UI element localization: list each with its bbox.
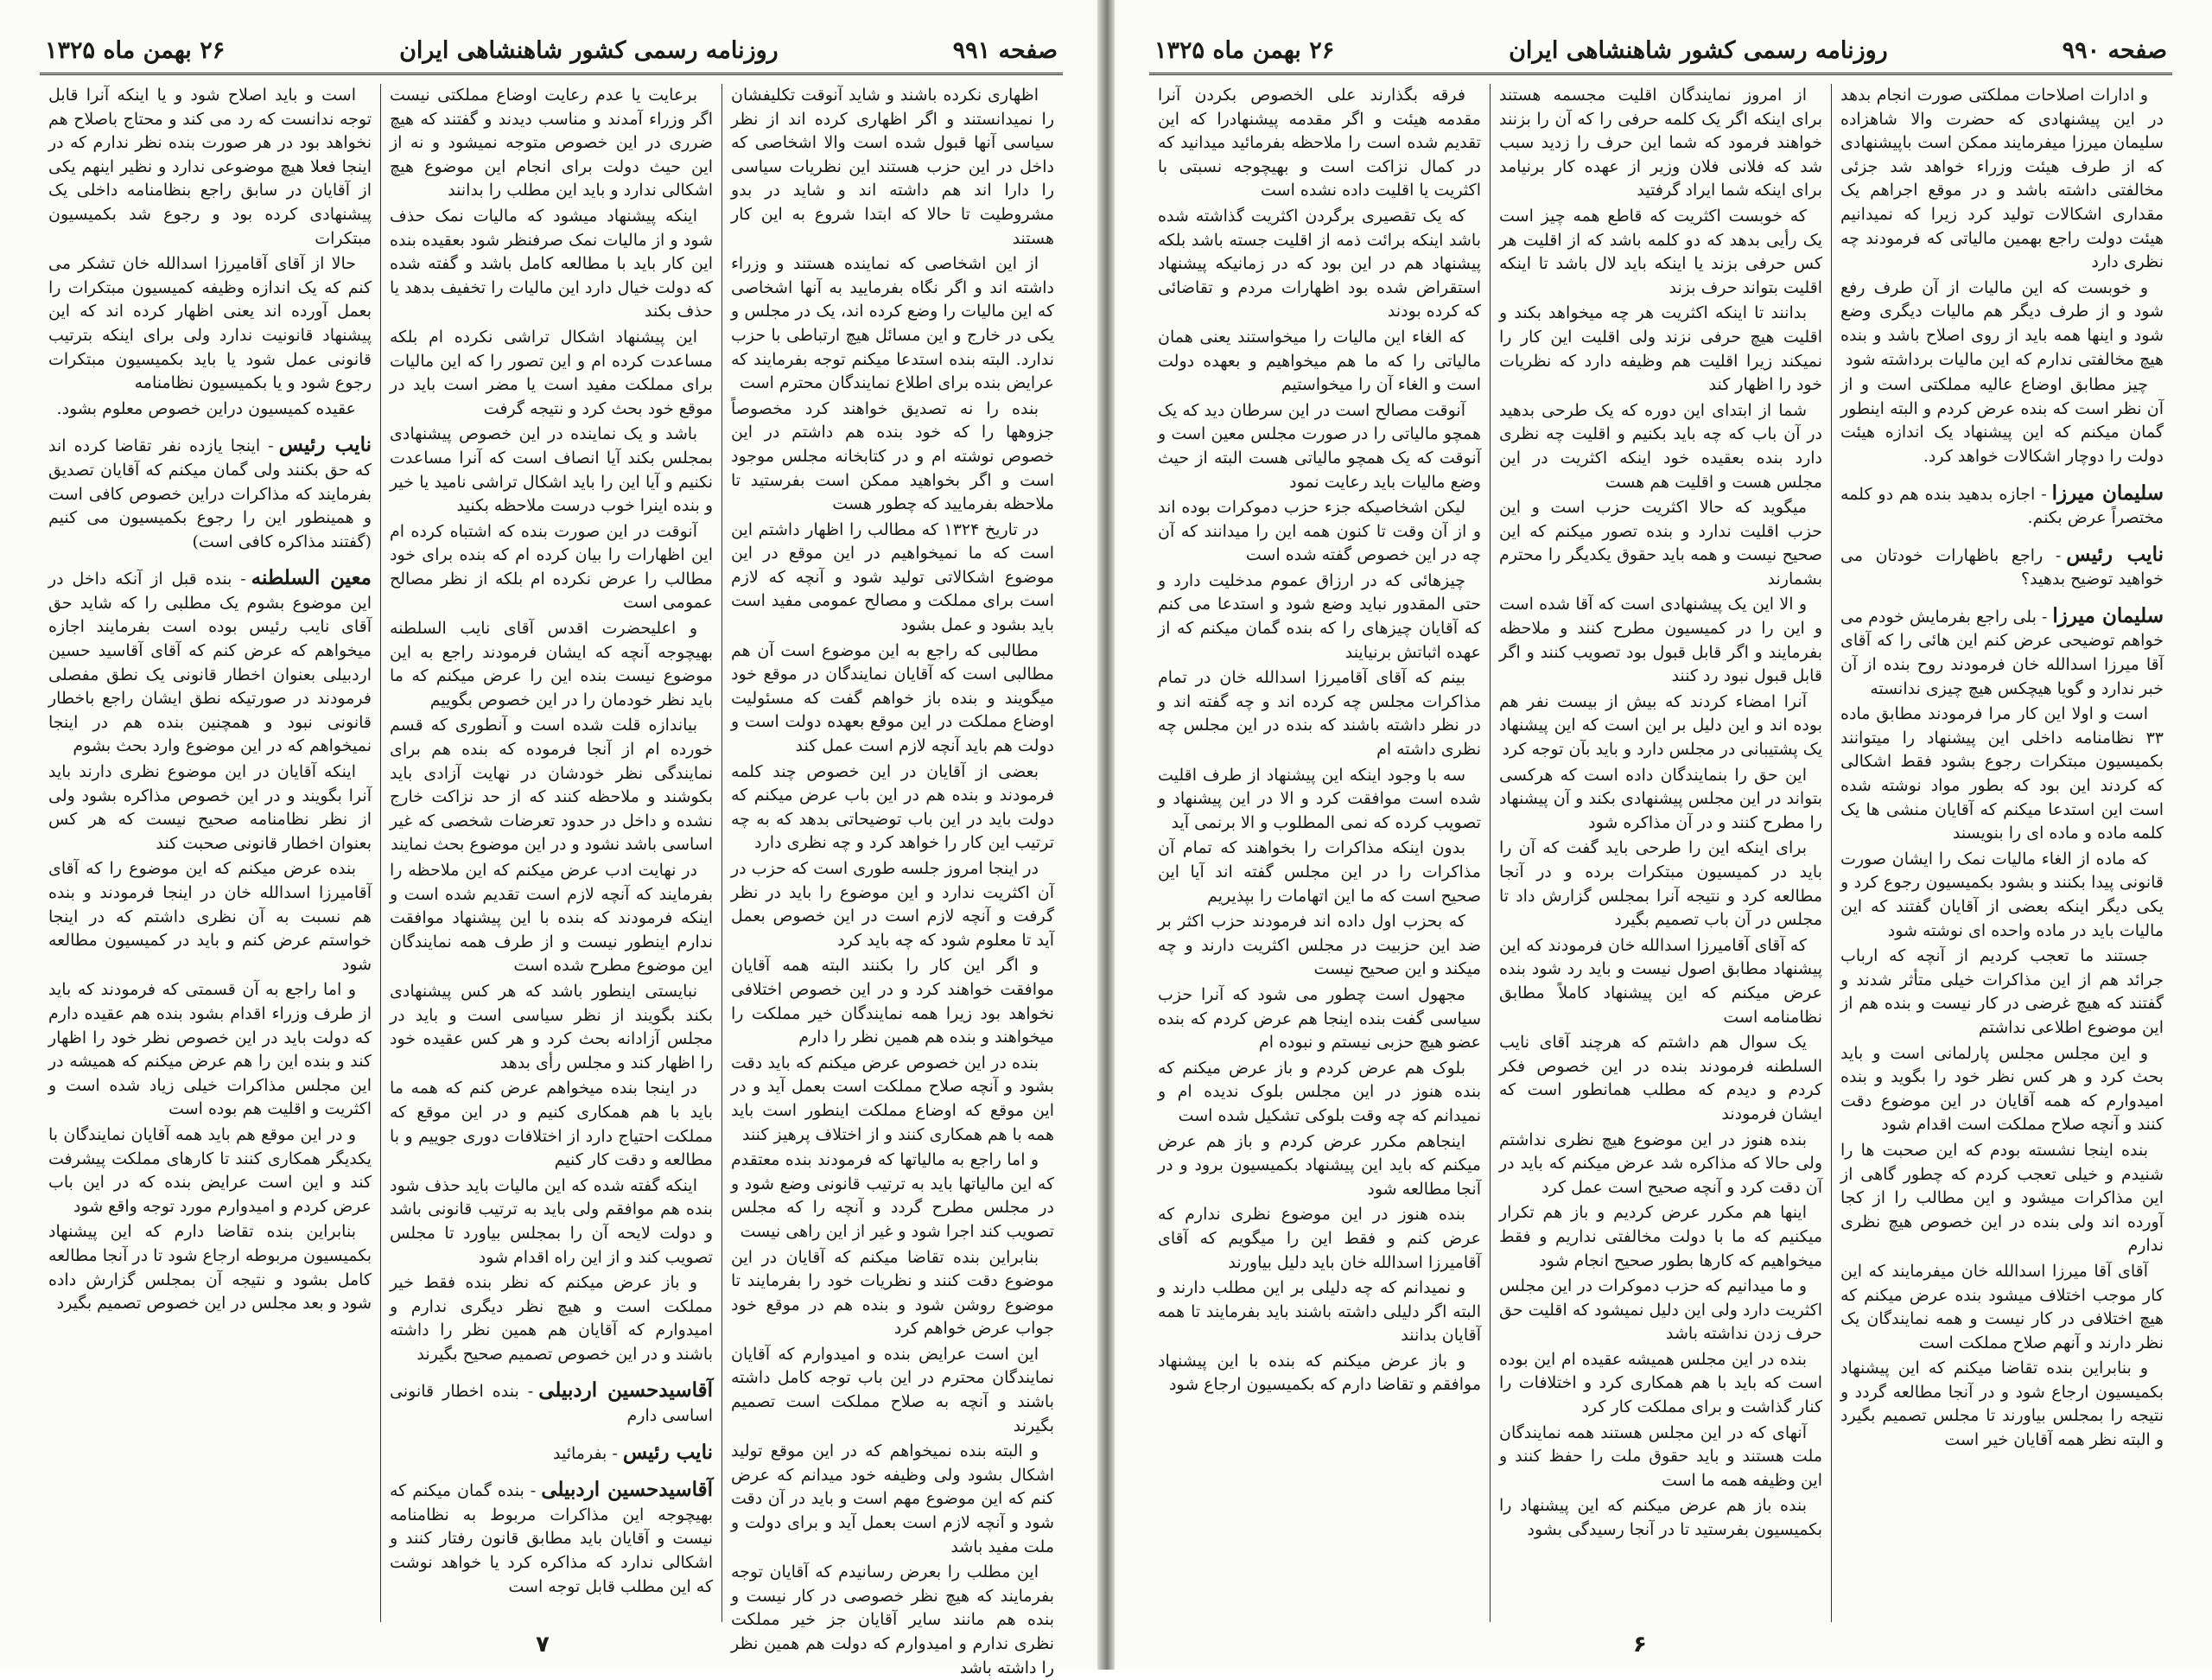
paragraph: بنده را نه تصدیق خواهند کرد مخصوصاً جزوهها را که خود بنده هم داشتم در این خصوص نوشته ام و در کتابخانه مجلس موجود است و اگر بخواهید ممکن است بفرستید تا ملاحظه بفرمایید که چطور هست — [731, 398, 1054, 514]
speaker-text: - اینجا یازده نفر تقاضا کرده اند که حق بکنند ولی گمان میکنم که آقایان تصدیق بفرمایند که مذاکرات دراین خصوص کافی است و همینطور این را رجوع بکمیسیون می کنیم (گفتند مذاکره کافی است) — [48, 436, 372, 551]
right-page — [1115, 0, 2212, 1670]
text-columns — [1149, 84, 2172, 1622]
paragraph: و ادارات اصلاحات مملکتی صورت انجام بدهد در این پیشنهادی که حضرت والا شاهزاده سلیمان میرزا میفرمایند ممکن است باپیشنهادی که از طرف هیئت وزراء خواهد شد جزئی مخالفتی داشته باشد و در موقع اجراهم یک مقداری اشکالات تولید کرد زیرا که نمیدانیم هیئت دولت راجع بهمین مالیاتی که فرمودند چه نظری دارد — [1840, 86, 2164, 272]
header-page-label: صفحه ۹۹۱ — [952, 37, 1058, 64]
speaker-name: سلیمان میرزا — [2051, 480, 2164, 505]
paragraph: اینجاهم مکرر عرض کردم و باز هم عرض میکنم که باید این پیشنهاد بکمیسیون برود و در آنجا مطالعه شود — [1158, 1131, 1481, 1199]
paragraph: بنابراین بنده تقاضا میکنم که آقایان در این موضوع دقت کنند و نظریات خود را بفرمایند تا موضوع روشن شود و بنده هم در موقع خود جواب عرض خواهم کرد — [731, 1247, 1054, 1339]
paragraph: است و اولا این کار مرا فرمودند مطابق ماده ۳۳ نظامنامه داخلی این پیشنهاد را میتوانند بکمیسیون مبتکرات رجوع بشود فقط اشکالی که کردند این بود که بطور مواد نوشته شده است این استدعا میکنم که آقایان منشی ها یک کلمه ماده و ماده ای را بنویسند — [1840, 704, 2164, 843]
paragraph: برعایت یا عدم رعایت اوضاع مملکتی نیست اگر وزراء آمدند و مناسب دیدند و گفتند که هیچ ضرری در این خصوص متوجه نمیشود و نه از این حیث دولت برای انجام این موضوع هیچ اشکالی ندارد و باید این مطلب را بدانند — [390, 86, 713, 200]
header-title: روزنامه رسمی کشور شاهنشاهی ایران — [399, 37, 779, 64]
header-date: ۲۶ بهمن ماه ۱۳۲۵ — [45, 37, 226, 64]
paragraph: و ما میدانیم که حزب دموکرات در این مجلس اکثریت دارد ولی این دلیل نمیشود که اقلیت حق حرف زدن نداشته باشد — [1499, 1276, 1822, 1344]
text-columns — [40, 84, 1063, 1677]
speaker-text: - بلی راجع بفرمایش خودم می خواهم توضیحی عرض کنم این هائی را که آقای آقا میرزا اسدالله خان فرمودند روح بنده از آن خبر ندارد و گویا هیچکس هیچ چیزی ندانسته — [1840, 607, 2164, 698]
paragraph: در اینجا بنده میخواهم عرض کنم که همه ما باید با هم همکاری کنیم و در این موقع که مملکت احتیاج دارد از اختلافات دوری جوییم و با مطالعه و دقت کار کنیم — [390, 1079, 713, 1170]
paragraph: آنوقت در این صورت بنده که اشتباه کرده ام این اظهارات را بیان کرده ام که بنده برای خود مطالب را عرض نکرده ام بلکه از نظر مصالح عمومی است — [390, 521, 713, 613]
speaker-turn — [1840, 604, 2164, 701]
paragraph: بنده هنوز در این موضوع هیچ نظری نداشتم ولی حالا که مذاکره شد عرض میکنم که باید در آن دقت کرد و آنچه صحیح است عمل کرد — [1499, 1130, 1822, 1197]
paragraph: میگوید که حالا اکثریت حزب است و این حزب اقلیت ندارد و بنده تصور میکنم که این صحیح نیست و همه باید حقوق یکدیگر را محترم بشمارند — [1499, 498, 1822, 589]
page-folio: ۷ — [536, 1632, 550, 1658]
text-column — [40, 84, 381, 1622]
paragraph: و بنابراین بنده تقاضا میکنم که این پیشنهاد بکمیسیون ارجاع شود و در آنجا مطالعه گردد و نتیجه را بمجلس بیاورند تا مجلس تصمیم بگیرد و البته نظر همه آقایان خیر است — [1840, 1359, 2164, 1450]
text-column — [722, 84, 1063, 1677]
paragraph: و الا این یک پیشنهادی است که آقا شده است و این را در کمیسیون مطرح کنند و ملاحظه بفرمایند و اگر قابل قبول بود تصویب کنند و اگر قابل قبول نبود رد کنند — [1499, 595, 1822, 686]
paragraph: از این اشخاصی که نماینده هستند و وزراء داشته اند و اگر نگاه بفرمایید به آنها اشخاصی که این مالیات را وضع کرده اند، یک در مجلس و یکی در خارج و این مسائل هیچ ارتباطی با حزب ندارد. البته بنده استدعا میکنم توجه بفرمایند که عرایض بنده برای اطلاع نمایندگان محترم است — [731, 254, 1054, 393]
text-column — [1149, 84, 1491, 1622]
paragraph: نبایستی اینطور باشد که هر کس پیشنهادی بکند بگویند از نظر سیاسی است و باید در مجلس آزادانه بحث کرد و هر کس عقیده خود را اظهار کند و مجلس رأی بدهد — [390, 981, 713, 1072]
paragraph: حالا از آقای آقامیرزا اسدالله خان تشکر می کنم که یک اندازه وظیفه کمیسیون مبتکرات را بعمل آورده اند یعنی اظهار کرده اند که این پیشنهاد قانونیت ندارد ولی برای اینکه بترتیب قانونی عمل شود یا باید بکمیسیون مبتکرات رجوع شود و یا بکمیسیون نظامنامه — [48, 254, 372, 393]
paragraph: است و باید اصلاح شود و یا اینکه آنرا قابل توجه ندانست که رد می کند و محتاج باصلاح هم نخواهد بود در هر صورت بنده نظر ندارم که در اینجا فعلا هیچ موضوعی ندارد و نظیر اینهم یکی از آقایان در سابق راجع بنظامنامه داخلی یک پیشنهادی کرده بود و رجوع شد بکمیسیون مبتکرات — [48, 86, 372, 248]
paragraph: و باز عرض میکنم که بنده با این پیشنهاد موافقم و تقاضا دارم که بکمیسیون ارجاع شود — [1158, 1351, 1481, 1395]
paragraph: برای اینکه این را طرحی باید گفت که آن را باید در کمیسیون مبتکرات برده و در آنجا مطالعه کرد و نتیجه آنرا بمجلس گزارش داد تا مجلس در آن باب تصمیم بگیرد — [1499, 838, 1822, 930]
speaker-text: - بفرمائید — [553, 1443, 618, 1463]
paragraph: بینم که آقای آقامیرزا اسدالله خان در تمام مذاکرات مجلس چه کرده اند و چه گفته اند و در نظر داشته باشند که بنده در این مجلس چه نظری داشته ام — [1158, 668, 1481, 760]
paragraph: باشد و یک نماینده در این خصوص پیشنهادی بمجلس بکند آیا انصاف است که آنرا مساعدت نکنیم و آیا این را باید اشکال تراشی نامید یا خیر و بنده اینرا خوب درست ملاحظه بکنید — [390, 424, 713, 516]
paragraph: و البته بنده نمیخواهم که در این موقع تولید اشکال بشود ولی وظیفه خود میدانم که عرض کنم که این موضوع مهم است و باید در آن دقت شود و آنچه لازم است بعمل آید و برای دولت و ملت مفید باشد — [731, 1441, 1054, 1556]
paragraph: بیاندازه قلت شده است و آنطوری که قسم خورده ام از آنجا فرموده که بنده هم برای نمایندگی نظر خودشان در نهایت آزادی باید بکوشند و ملاحظه کنند که از حد نزاکت خارج نشده و داخل در حدود تعرضات شخصی که غیر اساسی باشد نشود و در این موضوع بحث نمایند — [390, 716, 713, 855]
speaker-turn — [48, 433, 372, 554]
paragraph: چیز مطابق اوضاع عالیه مملکتی است و از آن نظر است که بنده عرض کردم و البته اینطور گمان میکنم که این پیشنهاد یک اندازه هیئت دولت را دوچار اشکالات خواهد کرد. — [1840, 375, 2164, 466]
paragraph: بنابراین بنده تقاضا دارم که این پیشنهاد بکمیسیون مربوطه ارجاع شود تا در آنجا مطالعه کامل بشود و نتیجه آن بمجلس گزارش داده شود و بعد مجلس در این خصوص تصمیم بگیرد — [48, 1222, 372, 1314]
paragraph: این مطلب را بعرض رسانیدم که آقایان توجه بفرمایند که هیچ نظر خصوصی در کار نیست و بنده هم مانند سایر آقایان جز خیر مملکت نظری ندارم و امیدوارم که دولت هم همین نظر را داشته باشد — [731, 1562, 1054, 1677]
paragraph: در اینجا امروز جلسه طوری است که حزب در آن اکثریت ندارد و این موضوع را باید در نظر گرفت و آنچه لازم است در این خصوص بعمل آید تا معلوم شود که چه باید کرد — [731, 859, 1054, 950]
paragraph: آنهای که در این مجلس هستند همه نمایندگان ملت هستند و باید حقوق ملت را حفظ کنند و این وظیفه همه ما است — [1499, 1422, 1822, 1490]
paragraph: این است عرایض بنده و امیدوارم که آقایان نمایندگان محترم در این باب توجه کامل داشته باشند و آنچه به صلاح مملکت است تصمیم بگیرند — [731, 1344, 1054, 1435]
header-page-label: صفحه ۹۹۰ — [2062, 37, 2167, 64]
header-date: ۲۶ بهمن ماه ۱۳۲۵ — [1154, 37, 1335, 64]
header-title: روزنامه رسمی کشور شاهنشاهی ایران — [1509, 37, 1888, 64]
paragraph: جستند ما تعجب کردیم از آنچه که ارباب جرائد هم از این مذاکرات خیلی متأثر شدند و گفتند که هیچ غرضی در کار نیست و بنده هم از این موضوع اطلاعی نداشتم — [1840, 946, 2164, 1037]
text-column — [381, 84, 722, 1622]
paragraph: بنده در این خصوص عرض میکنم که باید دقت بشود و آنچه صلاح مملکت است بعمل آید و در این موقع که اوضاع مملکت اینطور است باید همه با هم همکاری کنند و از اختلاف پرهیز کنند — [731, 1053, 1054, 1144]
paragraph: اظهاری نکرده باشند و شاید آنوقت تکلیفشان را نمیدانستند و اگر اظهاری کرده اند از نظر سیاسی آنها قبول شده است والا اشخاصی که داخل در این حزب هستند این نظریات سیاسی را دارا اند هم داشته اند و شاید در بدو مشروطیت تا حالا که ابتدا شروع به این کار هستند — [731, 86, 1054, 248]
speaker-turn — [390, 1378, 713, 1428]
paragraph: فرقه بگذارند علی الخصوص بکردن آنرا مقدمه هیئت و اگر مقدمه پیشنهادرا که این تقدیم شده است را ملاحظه بفرمائید میدانید که در کمال نزاکت است و بهیچوجه نسبتی با اکثریت یا اقلیت داده نشده است — [1158, 86, 1481, 200]
speaker-text: - بنده قبل از آنکه داخل در این موضوع بشوم یک مطلبی را که شاید حق آقای نایب رئیس بوده است بفرمایند اجازه میخواهم که عرض کنم که آقای آقاسید حسین اردبیلی بعنوان اخطار قانونی یک نطق مفصلی فرمودند در صورتیکه نطق ایشان راجع باخطار قانونی نبود و همچنین بنده هم در اینجا نمیخواهم که در این موضوع وارد بحث بشوم — [48, 570, 372, 756]
speaker-name: معین السلطنه — [251, 566, 372, 590]
speaker-name: آقاسیدحسین اردبیلی — [541, 1478, 713, 1502]
paragraph: بنده هنوز در این موضوع نظری ندارم که عرض کنم و فقط این را میگویم که آقای آقامیرزا اسدالله خان باید دلیل بیاورند — [1158, 1205, 1481, 1272]
paragraph: سه با وجود اینکه این پیشنهاد از طرف اقلیت شده است موافقت کرد و الا در این پیشنهاد و تصویب کرده که نمی المطلوب و الا برنمی آید — [1158, 765, 1481, 832]
paragraph: این پیشنهاد اشکال تراشی نکرده ام بلکه مساعدت کرده ام و این تصور را که این مالیات برای مملکت مفید است یا مضر است باید در موقع خود بحث کرد و نتیجه گرفت — [390, 327, 713, 418]
paragraph: و اما راجع به مالیاتها که فرمودند بنده معتقدم که این مالیاتها باید به ترتیب قانونی وضع شود و در مجلس مطرح گردد و آنچه را که مجلس تصویب کند اجرا شود و غیر از این راهی نیست — [731, 1150, 1054, 1241]
paragraph: که خوبست اکثریت که قاطع همه چیز است یک رأیی بدهد که دو کلمه باشد که از اقلیت هر کس حرفی بزند یا اینکه باید لال باشد تا اینکه اقلیت بتواند حرف بزند — [1499, 206, 1822, 297]
left-page — [0, 0, 1097, 1677]
paragraph: بدانند تا اینکه اکثریت هر چه میخواهد بکند و اقلیت هیچ حرفی نزند ولی اقلیت این کار را نمیکند زیرا اقلیت هم وظیفه دارد که نظریات خود را اظهار کند — [1499, 303, 1822, 395]
paragraph: اینها هم مکرر عرض کردیم و باز هم تکرار میکنیم که ما با دولت مخالفتی نداریم و فقط میخواهیم که کارها بطور صحیح انجام شود — [1499, 1203, 1822, 1270]
paragraph: و نمیدانم که چه دلیلی بر این مطلب دارند و البته اگر دلیلی داشته باشند باید بفرمایند تا همه آقایان بدانند — [1158, 1278, 1481, 1346]
paragraph: لیکن اشخاصیکه جزء حزب دموکرات بوده اند و از آن وقت تا کنون همه این را میدانند که آن چه در این خصوص گفته شده است — [1158, 498, 1481, 565]
text-column — [1832, 84, 2172, 1622]
speaker-text: - اجازه بدهید بنده هم دو کلمه مختصراً عرض بکنم. — [1840, 484, 2164, 528]
paragraph: که ماده از الغاء مالیات نمک را ایشان صورت قانونی پیدا بکنند و بشود بکمیسیون رجوع کرد و یکی دیگر اینکه بعضی از آقایان گفتند که این مالیات باید در ماده واحده ای نوشته شود — [1840, 849, 2164, 940]
paragraph: در نهایت ادب عرض میکنم که این ملاحظه را بفرمایند که آنچه لازم است تقدیم شده است و اینکه فرمودند که بنده با این پیشنهاد موافقت ندارم اینطور نیست و از طرف همه نمایندگان این موضوع مطرح شده است — [390, 861, 713, 976]
paragraph: بدون اینکه مذاکرات را بخواهند که تمام آن مذاکرات را در این مجلس گفته اند آیا این صحیح است که ما این اتهامات را بپذیریم — [1158, 838, 1481, 906]
speaker-text: - بنده اخطار قانونی اساسی دارم — [390, 1382, 713, 1426]
paragraph: و اعلیحضرت اقدس آقای نایب السلطنه بهیچوجه آنچه که ایشان فرمودند راجع به این موضوع نیست بنده این را عرض میکنم که ما باید نظر خودمان را در این خصوص بگوییم — [390, 619, 713, 710]
paragraph: بعضی از آقایان در این خصوص چند کلمه فرمودند و بنده هم در این باب عرض میکنم که دولت باید در این باب توضیحاتی بدهد که به چه ترتیب این کار را خواهد کرد و چه نظری دارد — [731, 761, 1054, 853]
speaker-turn — [390, 1478, 713, 1599]
speaker-name: نایب رئیس — [278, 433, 372, 457]
paragraph: که آقای آقامیرزا اسدالله خان فرمودند که این پیشنهاد مطابق اصول نیست و باید رد شود بنده عرض میکنم که این پیشنهاد کاملاً مطابق نظامنامه است — [1499, 935, 1822, 1027]
paragraph: اینکه گفته شده که این مالیات باید حذف شود بنده هم موافقم ولی باید به ترتیب قانونی باشد و دولت لایحه آن را بمجلس بیاورد تا مجلس تصویب کند و از این راه اقدام شود — [390, 1175, 713, 1267]
paragraph: از امروز نمایندگان اقلیت مجسمه هستند برای اینکه اگر یک کلمه حرفی را که آن را بزنند خواهند فرمود که شما این حرف را زدید سبب شد که فلانی فلان وزیر از عهده کار برنیامد برای اینکه شما ایراد گرفتید — [1499, 86, 1822, 200]
paragraph: این حق را بنمایندگان داده است که هرکسی بتواند در این مجلس پیشنهادی بکند و آن پیشنهاد را مطرح کنند و در آن مذاکره شود — [1499, 765, 1822, 832]
speaker-name: نایب رئیس — [622, 1440, 713, 1464]
speaker-name: نایب رئیس — [2066, 542, 2164, 566]
paragraph: و اگر این کار را بکنند البته همه آقایان موافقت خواهند کرد و در این خصوص اختلافی نخواهد بود زیرا همه نمایندگان خیر مملکت را میخواهند و بنده هم همین نظر را دارم — [731, 956, 1054, 1047]
paragraph: بنده باز هم عرض میکنم که این پیشنهاد را بکمیسیون بفرستید تا در آنجا رسیدگی بشود — [1499, 1496, 1822, 1540]
speaker-name: سلیمان میرزا — [2052, 603, 2164, 627]
paragraph: بنده عرض میکنم که این موضوع را که آقای آقامیرزا اسدالله خان در اینجا فرمودند و بنده هم نسبت به آن نظری داشتم که در اینجا خواستم عرض کنم و باید در کمیسیون مطالعه شود — [48, 859, 372, 974]
speaker-turn — [48, 566, 372, 759]
paragraph: شما از ابتدای این دوره که یک طرحی بدهید در آن باب که چه باید بکنیم و اقلیت چه نظری دارد بنده بعقیده خود اینکه اکثریت در این مجلس هست و اقلیت هم هست — [1499, 400, 1822, 492]
paragraph: که یک تقصیری برگردن اکثریت گذاشته شده باشد اینکه برائت ذمه از اقلیت جسته باشد بلکه پیشنهاد هم در این بود که در زمانیکه پیشنهاد استقراض شده بود اظهارات مردم و تقاضائی که کرده بودند — [1158, 206, 1481, 321]
paragraph: و خوبست که این مالیات از آن طرف رفع شود و از طرف دیگر هم مالیات دیگری وضع شود و اینها همه باید از روی اصلاح باشد و بنده هیچ مخالفتی ندارم که این مالیات برداشته شود — [1840, 277, 2164, 369]
speaker-text: - بنده گمان میکنم که بهیچوجه این مذاکرات مربوط به نظامنامه نیست و آقایان باید مطابق قانون رفتار کنند و اشکالی ندارد که مذاکره کرد یا خواهد نوشت که این مطلب قابل توجه است — [390, 1481, 713, 1596]
paragraph: و در این موقع هم باید همه آقایان نمایندگان با یکدیگر همکاری کنند تا کارهای مملکت پیشرفت کند و این است عرایض بنده که در این باب عرض کردم و امیدوارم مورد توجه واقع شود — [48, 1124, 372, 1216]
book-gutter — [1097, 0, 1115, 1670]
speaker-turn — [1840, 543, 2164, 592]
paragraph: که الغاء این مالیات را میخواستند یعنی همان مالیاتی را که ما هم میخواهیم و بعهده دولت است و الغاء آن را میخواستیم — [1158, 327, 1481, 395]
paragraph: در تاریخ ۱۳۲۴ که مطالب را اظهار داشتم این است که ما نمیخواهیم در این موقع در این موضوع اشکالاتی تولید شود و آنچه که لازم است برای مملکت و مصالح عمومی مفید است باید بشود و عمل بشود — [731, 519, 1054, 635]
paragraph: آنرا امضاء کردند که بیش از بیست نفر هم بوده اند و این دلیل بر این است که این پیشنهاد یک پشتیبانی در مجلس دارد و باید بآن توجه کرد — [1499, 691, 1822, 760]
paragraph: بنده در این مجلس همیشه عقیده ام این بوده است که باید با هم همکاری کرد و اختلافات را کنار گذاشت و برای مملکت کار کرد — [1499, 1349, 1822, 1417]
paragraph: اینکه آقایان در این موضوع نظری دارند باید آنرا بگویند و در این خصوص مذاکره بشود ولی از نظر نظامنامه صحیح نیست که هر کس بعنوان اخطار قانونی صحبت کند — [48, 762, 372, 853]
paragraph: و اما راجع به آن قسمتی که فرمودند که باید از طرف وزراء اقدام بشود بنده هم عقیده دارم که دولت باید در این خصوص نظر خود را اظهار کند و بنده این را هم عرض میکنم که همیشه در این مجلس مذاکرات خیلی زیاد شده است و اکثریت و اقلیت هم بوده است — [48, 980, 372, 1119]
paragraph: و این مجلس مجلس پارلمانی است و باید بحث کرد و هر کس نظر خود را بگوید و بنده امیدوارم که همه آقایان در این موضوع دقت کنند و آنچه صلاح مملکت است اقدام شود — [1840, 1043, 2164, 1135]
paragraph: آقای آقا میرزا اسدالله خان میفرمایند که این کار موجب اختلاف میشود بنده عرض میکنم که هیچ اختلافی در کار نیست و همه نمایندگان یک نظر دارند و آنهم صلاح مملکت است — [1840, 1261, 2164, 1352]
page-header — [1149, 36, 2172, 75]
paragraph: آنوقت مصالح است در این سرطان دید که یک همچو مالیاتی را در صورت مجلس معین است و آنوقت که یک همچو مالیاتی هست البته از حیث وضع مالیات باید رعایت نمود — [1158, 400, 1481, 492]
speaker-turn — [1840, 481, 2164, 531]
speaker-turn — [390, 1441, 713, 1467]
paragraph: مجهول است چطور می شود که آنرا حزب سیاسی گفت بنده اینجا هم عرض کردم که بنده عضو هیچ حزبی نیستم و نبوده ام — [1158, 984, 1481, 1053]
page-folio: ۶ — [1633, 1632, 1647, 1658]
paragraph: و باز عرض میکنم که نظر بنده فقط خیر مملکت است و هیچ نظر دیگری ندارم و امیدوارم که آقایان هم همین نظر را داشته باشند و در این خصوص تصمیم صحیح بگیرند — [390, 1273, 713, 1364]
paragraph: اینکه پیشنهاد میشود که مالیات نمک حذف شود و از مالیات نمک صرفنظر شود بعقیده بنده این کار باید با مطالعه کامل باشد و گفته شده که دولت خیال دارد این مالیات را تخفیف بدهد یا حذف بکند — [390, 206, 713, 321]
paragraph: بنده اینجا نشسته بودم که این صحبت ها را شنیدم و خیلی تعجب کردم که چطور گاهی از این مذاکرات میشود و این مطالب را از کجا آورده اند ولی بنده در این خصوص هیچ نظری ندارم — [1840, 1140, 2164, 1256]
paragraph: یک سوال هم داشتم که هرچند آقای نایب السلطنه فرمودند بنده در این خصوص فکر کردم و دیدم که مطلب همانطور است که ایشان فرمودند — [1499, 1033, 1822, 1123]
text-column — [1491, 84, 1832, 1622]
paragraph: چیزهائی که در ارزاق عموم مدخلیت دارد و حتی المقدور نباید وضع شود و استدعا می کنم که آقایان چیزهای را که بنده گمان میکنم که از عهده اثباتش برنیایند — [1158, 570, 1481, 662]
paragraph: که بحزب اول داده اند فرمودند حزب اکثر بر ضد این حزبیت در مجلس اکثریت دارند و چه میکند و این صحیح نیست — [1158, 912, 1481, 979]
paragraph: بلوک هم عرض کردم و باز عرض میکنم که بنده هنوز در این مجلس بلوک ندیده ام و نمیدانم که چه وقت بلوکی تشکیل شده است — [1158, 1058, 1481, 1125]
speaker-name: آقاسیدحسین اردبیلی — [538, 1378, 713, 1403]
paragraph: عقیده کمیسیون دراین خصوص معلوم بشود. — [56, 398, 356, 418]
page-header — [40, 36, 1063, 75]
paragraph: مطالبی که راجع به این موضوع است آن هم مطالبی است که آقایان نمایندگان در موقع خود میگویند و بنده باز خواهم گفت که مسئولیت اوضاع مملکت در این موقع بعهده دولت است و دولت هم باید آنچه لازم است عمل کند — [731, 640, 1054, 756]
speaker-text: - راجع باظهارات خودتان می خواهید توضیح بدهید؟ — [1840, 545, 2164, 589]
